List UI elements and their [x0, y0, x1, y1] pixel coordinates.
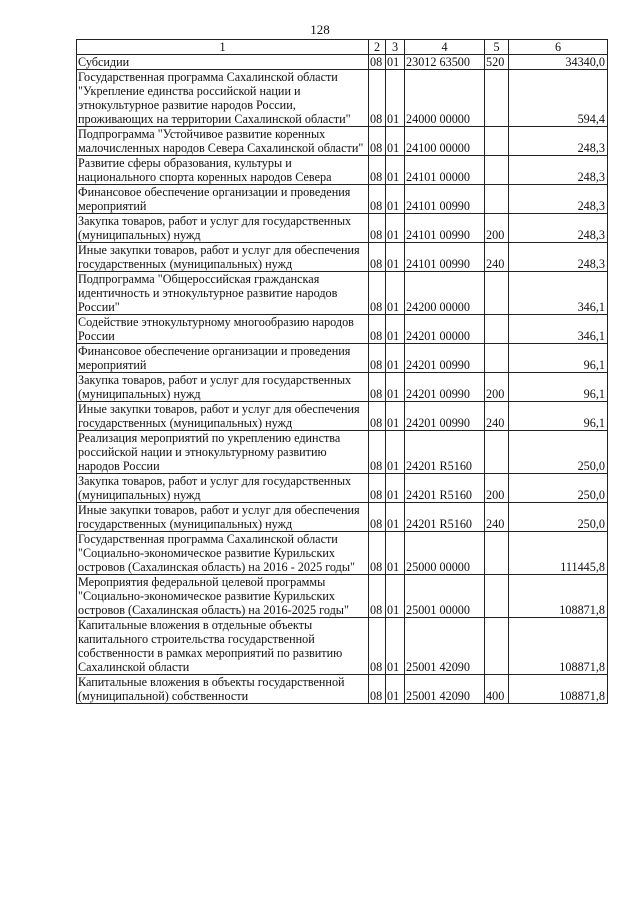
row-target-code: 25001 00000: [405, 575, 485, 618]
header-col-2: 2: [369, 40, 386, 55]
row-section: 08: [369, 402, 386, 431]
row-expense-type: 520: [485, 55, 509, 70]
table-row: [77, 575, 608, 618]
table-row: [77, 156, 608, 185]
row-expense-type: [485, 70, 509, 127]
row-amount: 248,3: [509, 243, 608, 272]
table-row: [77, 532, 608, 575]
row-section: 08: [369, 272, 386, 315]
row-target-code: 24101 00990: [405, 185, 485, 214]
row-amount: 248,3: [509, 127, 608, 156]
row-subsection: 01: [386, 243, 405, 272]
row-expense-type: [485, 127, 509, 156]
row-expense-type: [485, 272, 509, 315]
page-number: 128: [310, 22, 330, 37]
row-section: 08: [369, 431, 386, 474]
row-expense-type: 240: [485, 402, 509, 431]
row-subsection: 01: [386, 503, 405, 532]
row-subsection: 01: [386, 55, 405, 70]
table-row: [77, 127, 608, 156]
row-subsection: 01: [386, 532, 405, 575]
row-section: 08: [369, 344, 386, 373]
row-name: Подпрограмма "Общероссийская гражданская идентичность и этнокультурное развитие народов России": [77, 272, 369, 315]
header-col-6: 6: [509, 40, 608, 55]
row-target-code: 24101 00000: [405, 156, 485, 185]
row-amount: 96,1: [509, 344, 608, 373]
row-target-code: 24201 00990: [405, 344, 485, 373]
table-row: [77, 214, 608, 243]
row-name: Закупка товаров, работ и услуг для государственных (муниципальных) нужд: [77, 474, 369, 503]
row-subsection: 01: [386, 70, 405, 127]
row-amount: 594,4: [509, 70, 608, 127]
row-expense-type: 200: [485, 474, 509, 503]
row-section: 08: [369, 618, 386, 675]
table-row: [77, 618, 608, 675]
row-expense-type: [485, 185, 509, 214]
row-amount: 96,1: [509, 373, 608, 402]
row-target-code: 24101 00990: [405, 214, 485, 243]
row-name: Реализация мероприятий по укреплению единства российской нации и этнокультурному развитию народов России: [77, 431, 369, 474]
row-expense-type: [485, 575, 509, 618]
row-section: 08: [369, 55, 386, 70]
row-target-code: 23012 63500: [405, 55, 485, 70]
row-section: 08: [369, 474, 386, 503]
row-subsection: 01: [386, 214, 405, 243]
table-row: [77, 503, 608, 532]
row-subsection: 01: [386, 618, 405, 675]
row-target-code: 25001 42090: [405, 675, 485, 704]
row-expense-type: [485, 315, 509, 344]
row-expense-type: 240: [485, 243, 509, 272]
row-amount: 248,3: [509, 214, 608, 243]
row-subsection: 01: [386, 675, 405, 704]
budget-table: [76, 39, 608, 704]
row-target-code: 25000 00000: [405, 532, 485, 575]
row-subsection: 01: [386, 185, 405, 214]
table-row: [77, 373, 608, 402]
row-amount: 108871,8: [509, 575, 608, 618]
table-row: [77, 474, 608, 503]
row-amount: 108871,8: [509, 675, 608, 704]
row-section: 08: [369, 575, 386, 618]
row-expense-type: [485, 156, 509, 185]
row-expense-type: 400: [485, 675, 509, 704]
row-name: Мероприятия федеральной целевой программы "Социально-экономическое развитие Курильских островов (Сахалинская область) на 2016-2025 годы": [77, 575, 369, 618]
row-name: Закупка товаров, работ и услуг для государственных (муниципальных) нужд: [77, 373, 369, 402]
row-name: Капитальные вложения в отдельные объекты капитального строительства государственной собственности в рамках мероприятий по развитию Сахалинской области: [77, 618, 369, 675]
row-expense-type: [485, 431, 509, 474]
row-name: Субсидии: [77, 55, 369, 70]
row-subsection: 01: [386, 156, 405, 185]
row-subsection: 01: [386, 575, 405, 618]
row-subsection: 01: [386, 373, 405, 402]
row-target-code: 24201 00000: [405, 315, 485, 344]
row-amount: 34340,0: [509, 55, 608, 70]
row-target-code: 25001 42090: [405, 618, 485, 675]
row-section: 08: [369, 532, 386, 575]
row-expense-type: 200: [485, 373, 509, 402]
row-name: Финансовое обеспечение организации и проведения мероприятий: [77, 344, 369, 373]
row-section: 08: [369, 315, 386, 344]
row-target-code: 24000 00000: [405, 70, 485, 127]
row-name: Капитальные вложения в объекты государственной (муниципальной) собственности: [77, 675, 369, 704]
row-target-code: 24201 R5160: [405, 503, 485, 532]
row-amount: 346,1: [509, 315, 608, 344]
row-name: Развитие сферы образования, культуры и национального спорта коренных народов Севера: [77, 156, 369, 185]
table-row: [77, 315, 608, 344]
row-amount: 250,0: [509, 503, 608, 532]
row-section: 08: [369, 243, 386, 272]
row-amount: 111445,8: [509, 532, 608, 575]
row-section: 08: [369, 156, 386, 185]
table-row: [77, 185, 608, 214]
header-col-1: 1: [77, 40, 369, 55]
row-subsection: 01: [386, 315, 405, 344]
row-section: 08: [369, 503, 386, 532]
row-target-code: 24101 00990: [405, 243, 485, 272]
row-subsection: 01: [386, 344, 405, 373]
row-subsection: 01: [386, 402, 405, 431]
row-target-code: 24201 R5160: [405, 431, 485, 474]
header-row: [77, 40, 608, 55]
row-name: Закупка товаров, работ и услуг для государственных (муниципальных) нужд: [77, 214, 369, 243]
header-col-4: 4: [405, 40, 485, 55]
row-subsection: 01: [386, 474, 405, 503]
table-row: [77, 70, 608, 127]
row-section: 08: [369, 70, 386, 127]
row-subsection: 01: [386, 431, 405, 474]
row-expense-type: 200: [485, 214, 509, 243]
row-amount: 250,0: [509, 474, 608, 503]
table-row: [77, 344, 608, 373]
row-amount: 108871,8: [509, 618, 608, 675]
row-amount: 248,3: [509, 185, 608, 214]
table-row: [77, 431, 608, 474]
row-name: Иные закупки товаров, работ и услуг для обеспечения государственных (муниципальных) нужд: [77, 503, 369, 532]
row-subsection: 01: [386, 272, 405, 315]
row-expense-type: [485, 618, 509, 675]
row-amount: 248,3: [509, 156, 608, 185]
table-row: [77, 55, 608, 70]
row-name: Содействие этнокультурному многообразию народов России: [77, 315, 369, 344]
row-section: 08: [369, 185, 386, 214]
row-target-code: 24201 00990: [405, 402, 485, 431]
row-target-code: 24100 00000: [405, 127, 485, 156]
header-col-3: 3: [386, 40, 405, 55]
table-row: [77, 675, 608, 704]
row-name: Иные закупки товаров, работ и услуг для обеспечения государственных (муниципальных) нужд: [77, 402, 369, 431]
row-section: 08: [369, 675, 386, 704]
row-expense-type: 240: [485, 503, 509, 532]
row-section: 08: [369, 373, 386, 402]
row-name: Подпрограмма "Устойчивое развитие коренных малочисленных народов Севера Сахалинской области": [77, 127, 369, 156]
row-name: Иные закупки товаров, работ и услуг для обеспечения государственных (муниципальных) нужд: [77, 243, 369, 272]
table-row: [77, 402, 608, 431]
row-subsection: 01: [386, 127, 405, 156]
row-amount: 96,1: [509, 402, 608, 431]
row-name: Финансовое обеспечение организации и проведения мероприятий: [77, 185, 369, 214]
row-target-code: 24201 R5160: [405, 474, 485, 503]
row-expense-type: [485, 532, 509, 575]
table-row: [77, 272, 608, 315]
table-row: [77, 243, 608, 272]
row-amount: 346,1: [509, 272, 608, 315]
row-section: 08: [369, 127, 386, 156]
row-name: Государственная программа Сахалинской области "Укрепление единства российской нации и этнокультурное развитие народов России, проживающих на территории Сахалинской области": [77, 70, 369, 127]
row-expense-type: [485, 344, 509, 373]
row-target-code: 24201 00990: [405, 373, 485, 402]
row-target-code: 24200 00000: [405, 272, 485, 315]
row-section: 08: [369, 214, 386, 243]
row-name: Государственная программа Сахалинской области "Социально-экономическое развитие Курильских островов (Сахалинская область) на 2016 - 2025 годы": [77, 532, 369, 575]
row-amount: 250,0: [509, 431, 608, 474]
header-col-5: 5: [485, 40, 509, 55]
